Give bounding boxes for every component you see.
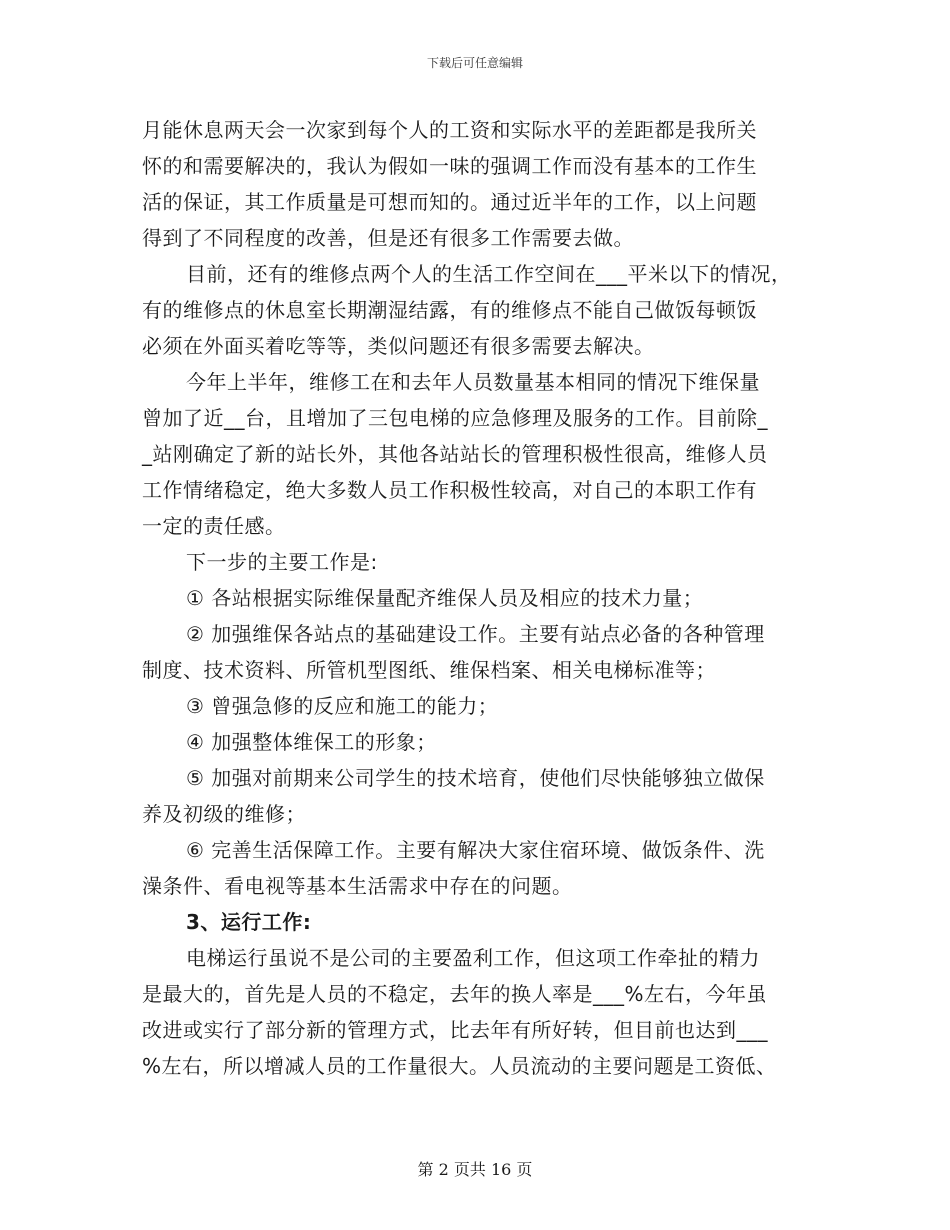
text-line: 曾加了近__台，且增加了三包电梯的应急修理及服务的工作。目前除_ [142,406,768,430]
text-line: 月能休息两天会一次家到每个人的工资和实际水平的差距都是我所关 [142,118,757,142]
text-line: ⑤ 加强对前期来公司学生的技术培育，使他们尽快能够独立做保 [186,766,765,790]
text-line: 得到了不同程度的改善，但是还有很多工作需要去做。 [142,226,634,250]
text-line: 是最大的，首先是人员的不稳定，去年的换人率是___%左右，今年虽 [142,982,768,1006]
text-line: 改进或实行了部分新的管理方式，比去年有所好转，但目前也达到___ [142,1018,768,1042]
text-line: 下一步的主要工作是: [186,550,378,574]
section-heading: 3、运行工作: [186,910,312,934]
text-line: 必须在外面买着吃等等，类似问题还有很多需要去解决。 [142,334,655,358]
text-line: %左右，所以增减人员的工作量很大。人员流动的主要问题是工资低、 [142,1054,777,1078]
text-line: ③ 曾强急修的反应和施工的能力； [186,694,499,718]
page-header: 下载后可任意编辑 [426,56,523,70]
text-line: 工作情绪稳定，绝大多数人员工作积极性较高，对自己的本职工作有 [142,478,757,502]
text-line: 目前，还有的维修点两个人的生活工作空间在___平米以下的情况， [186,262,792,286]
text-line: ④ 加强整体维保工的形象； [186,730,437,754]
text-line: 制度、技术资料、所管机型图纸、维保档案、相关电梯标准等； [142,658,716,682]
text-line: ① 各站根据实际维保量配齐维保人员及相应的技术力量； [186,586,704,610]
text-line: ⑥ 完善生活保障工作。主要有解决大家住宿环境、做饭条件、洗 [186,838,765,862]
text-line: 活的保证，其工作质量是可想而知的。通过近半年的工作，以上问题 [142,190,757,214]
text-line: _站刚确定了新的站长外，其他各站站长的管理积极性很高，维修人员 [142,442,768,466]
text-line: ② 加强维保各站点的基础建设工作。主要有站点必备的各种管理 [186,622,765,646]
text-line: 一定的责任感。 [142,514,286,538]
text-line: 今年上半年，维修工在和去年人员数量基本相同的情况下维保量 [186,370,760,394]
text-line: 澡条件、看电视等基本生活需求中存在的问题。 [142,874,573,898]
document-body [142,112,832,1084]
text-line: 怀的和需要解决的，我认为假如一味的强调工作而没有基本的工作生 [142,154,757,178]
text-line: 有的维修点的休息室长期潮湿结露，有的维修点不能自己做饭每顿饭 [142,298,757,322]
page-footer: 第 2 页共 16 页 [417,1160,533,1179]
text-line: 养及初级的维修； [142,802,306,826]
text-line: 电梯运行虽说不是公司的主要盈利工作，但这项工作牵扯的精力 [186,946,760,970]
